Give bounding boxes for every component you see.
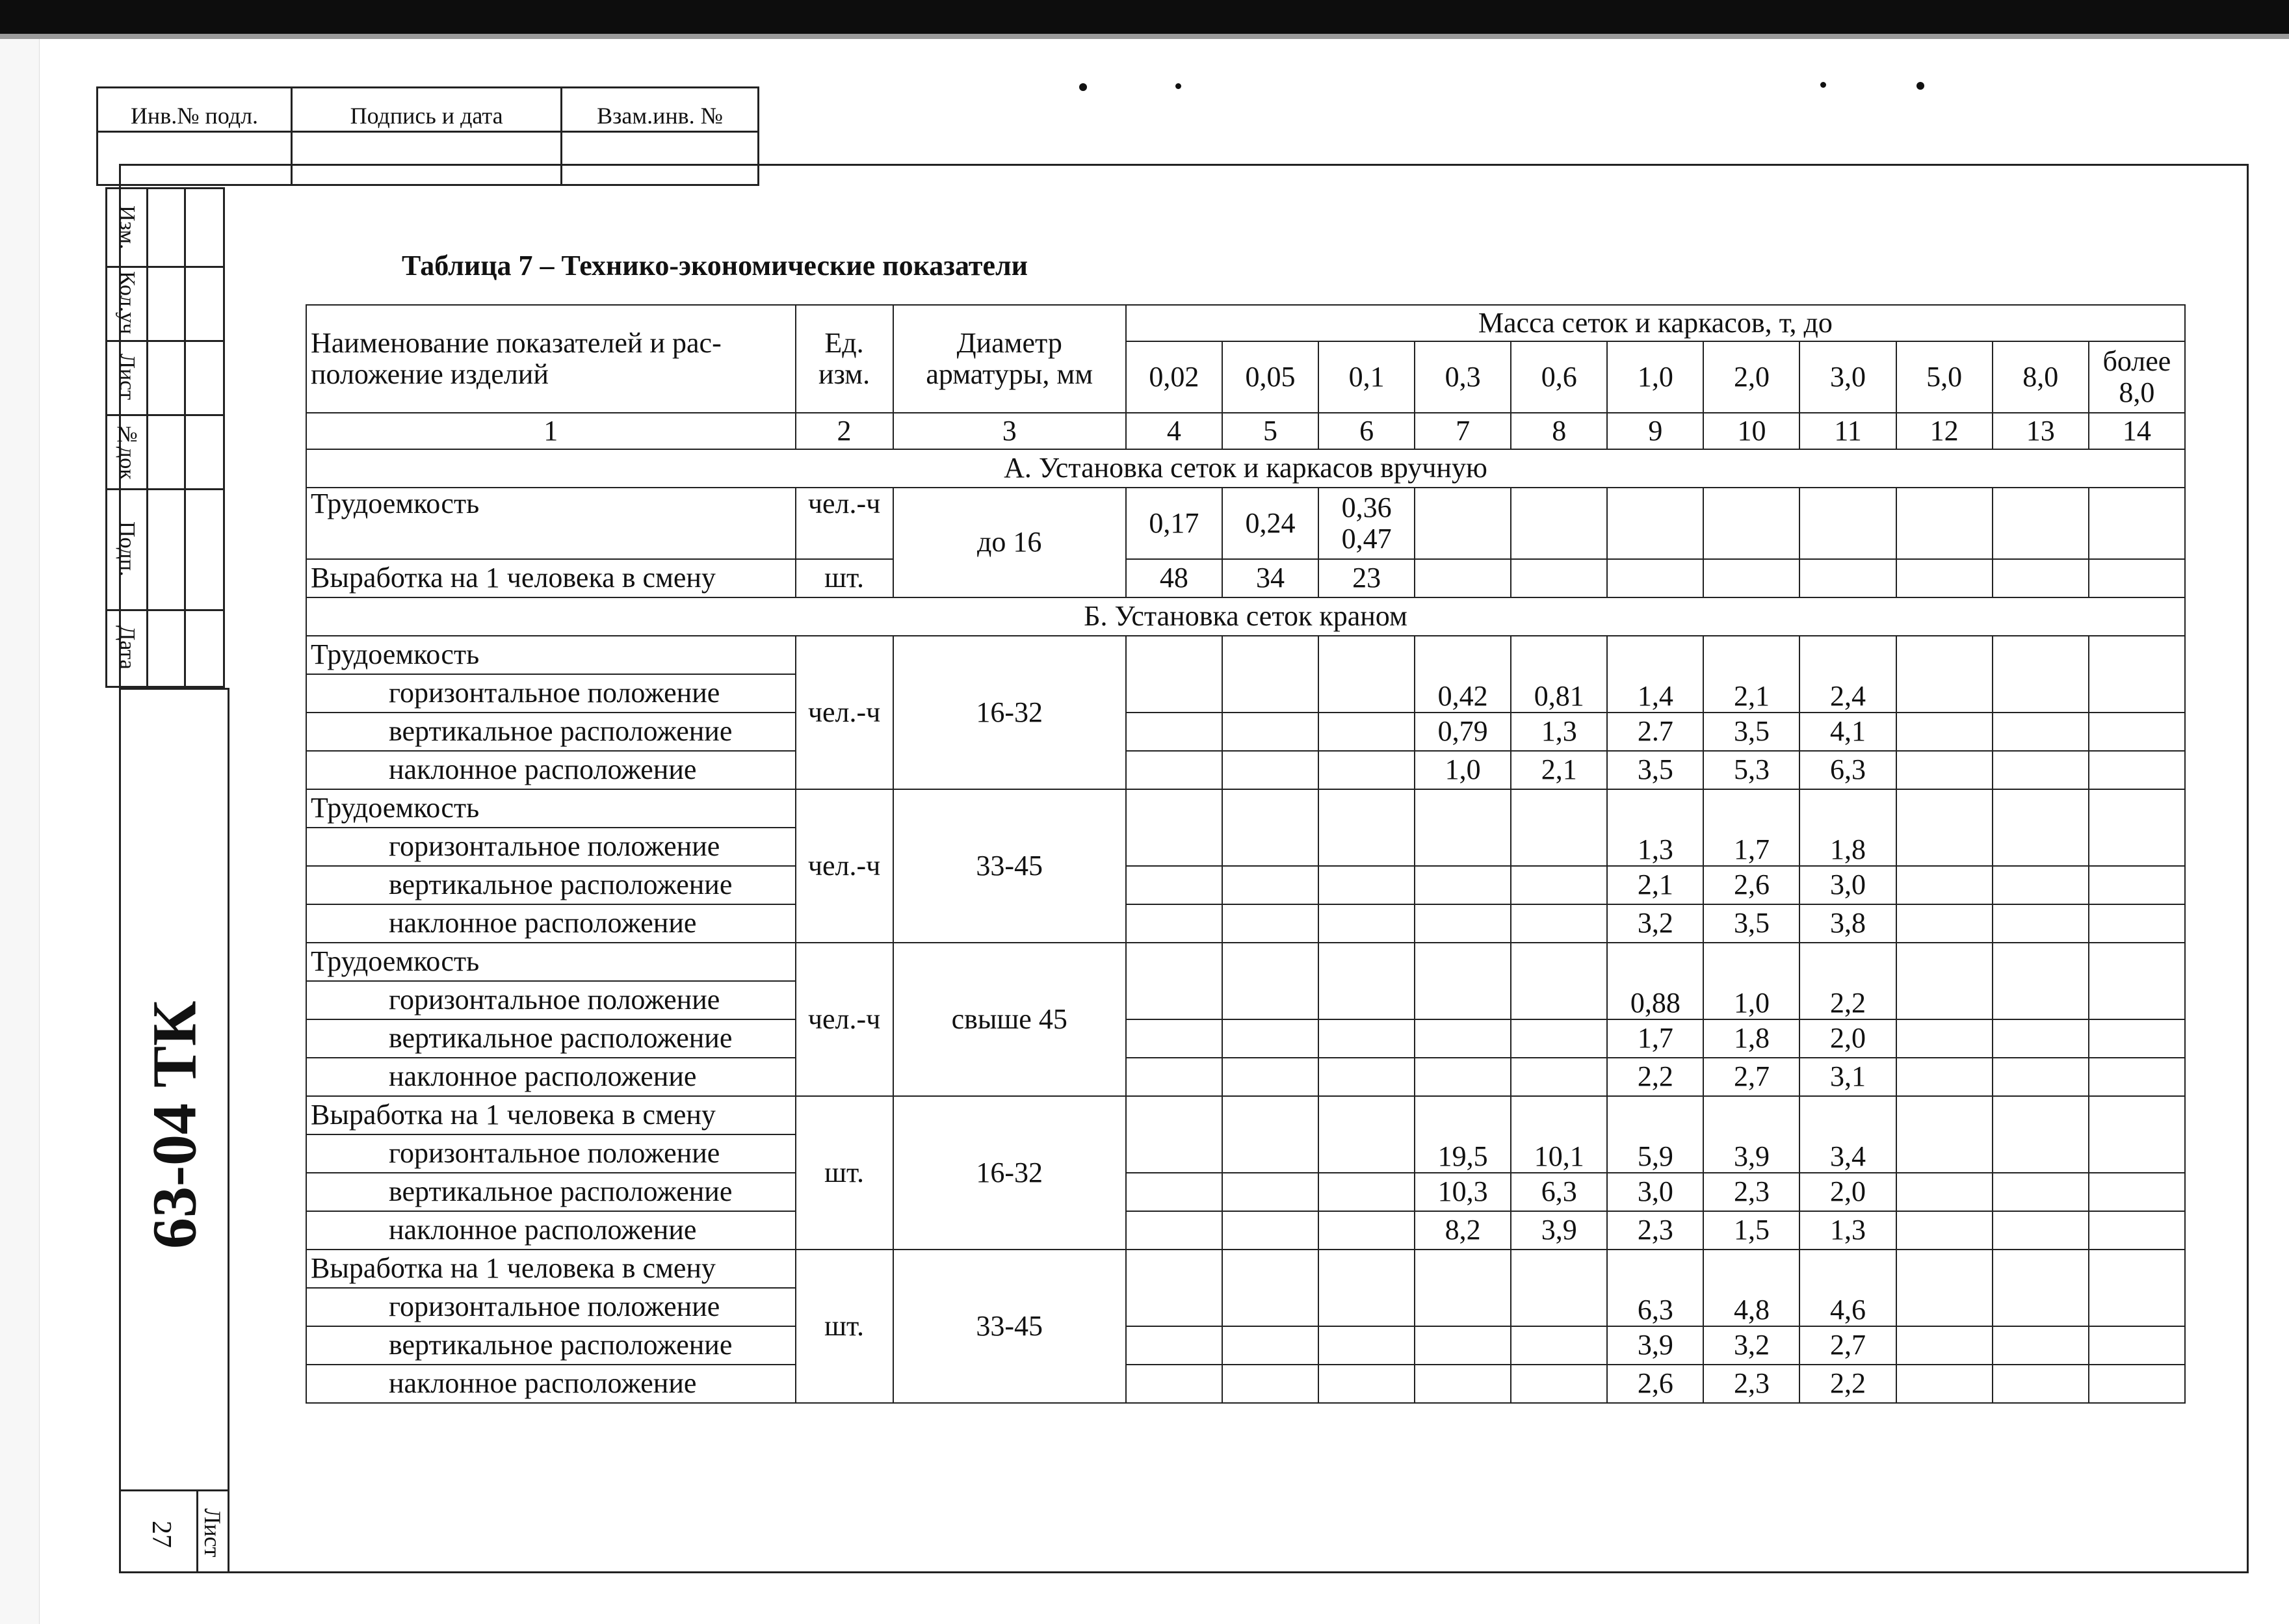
value-cell	[1415, 1019, 1511, 1058]
header-col-number: 9	[1607, 413, 1703, 449]
value-cell	[2089, 789, 2185, 866]
value-cell	[1126, 636, 1222, 713]
section-a-title: А. Установка сеток и каркасов вручную	[306, 449, 2185, 488]
value-cell: 23	[1318, 559, 1415, 597]
value-cell	[1318, 1211, 1415, 1250]
value-cell	[1896, 1365, 1993, 1403]
value-cell: 1,3	[1511, 713, 1607, 751]
table-row	[306, 1211, 2185, 1250]
value-cell: 1,3	[1799, 1211, 1896, 1250]
group-unit: чел.-ч	[796, 943, 893, 1096]
row-name: вертикальное расположение	[306, 713, 796, 751]
value-cell	[1126, 1058, 1222, 1096]
group-heading-row	[306, 1096, 2185, 1134]
value-cell: 2,1	[1703, 636, 1799, 713]
value-cell	[1799, 488, 1896, 559]
table-row	[306, 1058, 2185, 1096]
value-cell: 2,0	[1799, 1019, 1896, 1058]
stamp-inv-podl: Инв.№ подл.	[98, 88, 292, 132]
row-name: наклонное расположение	[306, 751, 796, 789]
value-cell	[1415, 559, 1511, 597]
header-col-number: 7	[1415, 413, 1511, 449]
value-cell: 3,5	[1703, 904, 1799, 943]
value-cell: 2,2	[1607, 1058, 1703, 1096]
value-cell	[1222, 1365, 1318, 1403]
value-cell	[1896, 559, 1993, 597]
value-cell	[1993, 866, 2089, 904]
group-heading: Выработка на 1 человека в смену	[306, 1250, 796, 1288]
value-cell	[1126, 1173, 1222, 1211]
value-cell	[1993, 1019, 2089, 1058]
stamp-vzam-inv: Взам.инв. №	[562, 88, 759, 132]
value-cell	[1222, 1211, 1318, 1250]
table-row	[306, 1365, 2185, 1403]
value-cell	[1896, 636, 1993, 713]
value-cell	[1126, 1250, 1222, 1326]
stamp-vzam-inv-value	[562, 132, 759, 185]
value-cell	[2089, 1058, 2185, 1096]
value-cell	[2089, 904, 2185, 943]
value-cell	[1126, 1326, 1222, 1365]
value-cell: 2,3	[1703, 1365, 1799, 1403]
value-cell: 0,88	[1607, 943, 1703, 1019]
section-row	[306, 449, 2185, 488]
value-cell: 2,0	[1799, 1173, 1896, 1211]
header-mass-col: 0,6	[1511, 341, 1607, 413]
value-cell: 2,7	[1799, 1326, 1896, 1365]
value-cell: 1,0	[1415, 751, 1511, 789]
value-cell: 3,9	[1511, 1211, 1607, 1250]
value-cell: 2,6	[1607, 1365, 1703, 1403]
value-cell	[1511, 866, 1607, 904]
value-cell	[1126, 943, 1222, 1019]
stamp-top	[96, 86, 759, 186]
value-cell	[1896, 1019, 1993, 1058]
header-col-number: 6	[1318, 413, 1415, 449]
row-unit: чел.-ч	[796, 488, 893, 559]
value-cell	[1511, 488, 1607, 559]
value-cell	[1511, 1250, 1607, 1326]
table-title: Таблица 7 – Технико-экономические показатели	[402, 250, 1028, 282]
value-cell: 1,7	[1607, 1019, 1703, 1058]
value-cell	[1126, 1096, 1222, 1173]
value-cell	[1511, 1326, 1607, 1365]
row-name: вертикальное расположение	[306, 1019, 796, 1058]
value-cell: 2,1	[1511, 751, 1607, 789]
value-cell	[2089, 636, 2185, 713]
row-name: вертикальное расположение	[306, 1326, 796, 1365]
group-heading-row	[306, 1250, 2185, 1288]
value-cell: 0,17	[1126, 488, 1222, 559]
value-cell	[1318, 789, 1415, 866]
value-cell	[1222, 789, 1318, 866]
value-cell	[1896, 488, 1993, 559]
header-col-number: 12	[1896, 413, 1993, 449]
value-cell: 1,4	[1607, 636, 1703, 713]
value-cell	[1126, 1019, 1222, 1058]
value-cell: 1,7	[1703, 789, 1799, 866]
value-cell	[2089, 1250, 2185, 1326]
row-name: наклонное расположение	[306, 904, 796, 943]
group-unit: чел.-ч	[796, 636, 893, 789]
value-cell: 2,6	[1703, 866, 1799, 904]
stamp-inv-podl-value	[98, 132, 292, 185]
scan-top-shadow	[0, 34, 2289, 39]
value-cell	[1511, 943, 1607, 1019]
row-name: вертикальное расположение	[306, 866, 796, 904]
value-cell	[1993, 1058, 2089, 1096]
value-cell	[2089, 1173, 2185, 1211]
value-cell: 2,4	[1799, 636, 1896, 713]
group-unit: шт.	[796, 1250, 893, 1403]
value-cell: 2,7	[1703, 1058, 1799, 1096]
value-cell: 0,24	[1222, 488, 1318, 559]
header-mass-group: Масса сеток и каркасов, т, до	[1126, 305, 2185, 341]
value-cell	[2089, 751, 2185, 789]
value-cell	[1318, 943, 1415, 1019]
value-cell	[2089, 866, 2185, 904]
value-cell: 3,1	[1799, 1058, 1896, 1096]
row-name: горизонтальное положение	[306, 981, 796, 1019]
value-cell	[1318, 1250, 1415, 1326]
header-col-number: 13	[1993, 413, 2089, 449]
group-diameter: 33-45	[893, 1250, 1126, 1403]
value-cell	[1993, 636, 2089, 713]
value-cell: 3,2	[1607, 904, 1703, 943]
side-label-list: Лист	[115, 354, 139, 400]
value-cell	[1126, 904, 1222, 943]
value-cell	[1993, 488, 2089, 559]
value-cell	[1318, 904, 1415, 943]
value-cell	[1607, 559, 1703, 597]
value-cell	[1896, 713, 1993, 751]
header-col-number: 14	[2089, 413, 2185, 449]
value-cell	[2089, 1096, 2185, 1173]
row-unit: шт.	[796, 559, 893, 597]
value-cell: 3,2	[1703, 1326, 1799, 1365]
row-name: горизонтальное положение	[306, 1134, 796, 1173]
revision-sidebar	[105, 187, 225, 688]
punch-hole-dot	[1820, 82, 1826, 88]
value-cell	[1222, 1250, 1318, 1326]
value-cell: 6,3	[1607, 1250, 1703, 1326]
side-label-ndok: №док	[115, 423, 139, 480]
header-mass-col: 8,0	[1993, 341, 2089, 413]
value-cell	[1896, 789, 1993, 866]
value-cell	[1993, 1211, 2089, 1250]
value-cell: 2,3	[1607, 1211, 1703, 1250]
value-cell	[2089, 488, 2185, 559]
punch-hole-dot	[1916, 82, 1924, 90]
sheet-number: 27	[146, 1521, 176, 1548]
value-cell: 3,0	[1607, 1173, 1703, 1211]
value-cell	[1222, 636, 1318, 713]
value-cell	[1318, 866, 1415, 904]
value-cell	[1318, 1365, 1415, 1403]
value-cell	[1126, 1211, 1222, 1250]
value-cell	[1222, 943, 1318, 1019]
value-cell	[2089, 1019, 2185, 1058]
value-cell: 4,6	[1799, 1250, 1896, 1326]
header-col-number: 2	[796, 413, 893, 449]
value-cell: 3,4	[1799, 1096, 1896, 1173]
punch-hole-dot	[1175, 83, 1181, 89]
value-cell	[2089, 713, 2185, 751]
stamp-podpis-data: Подпись и дата	[292, 88, 562, 132]
scan-left-margin	[0, 39, 40, 1624]
value-cell	[1896, 1058, 1993, 1096]
value-cell	[1318, 636, 1415, 713]
value-cell	[1222, 1019, 1318, 1058]
value-cell: 6,3	[1511, 1173, 1607, 1211]
value-cell: 6,3	[1799, 751, 1896, 789]
row-name: горизонтальное положение	[306, 1288, 796, 1326]
value-cell	[1703, 488, 1799, 559]
header-col-number: 3	[893, 413, 1126, 449]
value-cell	[1415, 904, 1511, 943]
side-label-kol-uch: Кол.уч	[115, 271, 139, 335]
header-mass-col: 0,02	[1126, 341, 1222, 413]
document-number: 63-04 ТК	[139, 1001, 209, 1249]
value-cell: 48	[1126, 559, 1222, 597]
value-cell	[1415, 1250, 1511, 1326]
value-cell	[1993, 1250, 2089, 1326]
value-cell	[1318, 1326, 1415, 1365]
value-cell	[1896, 866, 1993, 904]
value-cell: 2,3	[1703, 1173, 1799, 1211]
value-cell	[1993, 1096, 2089, 1173]
group-diameter: свыше 45	[893, 943, 1126, 1096]
value-cell: 3,8	[1799, 904, 1896, 943]
value-cell	[1993, 559, 2089, 597]
row-name: Трудоемкость	[306, 488, 796, 559]
group-diameter: 16-32	[893, 1096, 1126, 1250]
value-cell	[1222, 1096, 1318, 1173]
value-cell	[1222, 1058, 1318, 1096]
value-cell	[1415, 1326, 1511, 1365]
group-unit: шт.	[796, 1096, 893, 1250]
header-col-number: 5	[1222, 413, 1318, 449]
value-cell	[1318, 1058, 1415, 1096]
group-heading: Выработка на 1 человека в смену	[306, 1096, 796, 1134]
value-cell	[1318, 751, 1415, 789]
table-row	[306, 1173, 2185, 1211]
value-cell: 1,8	[1703, 1019, 1799, 1058]
value-cell	[1799, 559, 1896, 597]
value-cell: 1,0	[1703, 943, 1799, 1019]
row-name: наклонное расположение	[306, 1211, 796, 1250]
value-cell	[1222, 1173, 1318, 1211]
value-cell	[2089, 1211, 2185, 1250]
side-label-izm: Изм.	[115, 205, 139, 250]
group-heading: Трудоемкость	[306, 636, 796, 674]
value-cell	[1415, 943, 1511, 1019]
value-cell: 2,1	[1607, 866, 1703, 904]
section-b-title: Б. Установка сеток краном	[306, 597, 2185, 636]
header-unit: Ед. изм.	[796, 305, 893, 413]
value-cell: 0,79	[1415, 713, 1511, 751]
value-cell: 19,5	[1415, 1096, 1511, 1173]
value-cell	[1993, 1326, 2089, 1365]
table-row	[306, 904, 2185, 943]
group-heading: Трудоемкость	[306, 943, 796, 981]
value-cell	[1511, 789, 1607, 866]
value-cell	[1126, 866, 1222, 904]
value-cell	[1896, 904, 1993, 943]
value-cell: 3,9	[1703, 1096, 1799, 1173]
value-cell	[1703, 559, 1799, 597]
value-cell: 0,36 0,47	[1318, 488, 1415, 559]
value-cell	[1318, 1173, 1415, 1211]
value-cell	[1415, 789, 1511, 866]
header-name: Наименование показателей и рас- положение изделий	[306, 305, 796, 413]
value-cell: 3,5	[1703, 713, 1799, 751]
header-col-number: 4	[1126, 413, 1222, 449]
value-cell	[1222, 866, 1318, 904]
stamp-podpis-data-value	[292, 132, 562, 185]
value-cell: 10,1	[1511, 1096, 1607, 1173]
value-cell: 2,2	[1799, 1365, 1896, 1403]
value-cell: 4,1	[1799, 713, 1896, 751]
table-row	[306, 713, 2185, 751]
value-cell	[1896, 943, 1993, 1019]
value-cell: 3,5	[1607, 751, 1703, 789]
header-col-number: 10	[1703, 413, 1799, 449]
section-row	[306, 597, 2185, 636]
value-cell	[1222, 904, 1318, 943]
row-name: вертикальное расположение	[306, 1173, 796, 1211]
row-name: Выработка на 1 человека в смену	[306, 559, 796, 597]
value-cell	[2089, 1365, 2185, 1403]
header-col-number: 11	[1799, 413, 1896, 449]
value-cell	[2089, 1326, 2185, 1365]
header-mass-col: 2,0	[1703, 341, 1799, 413]
value-cell	[1415, 866, 1511, 904]
header-mass-col: 1,0	[1607, 341, 1703, 413]
value-cell: 2,2	[1799, 943, 1896, 1019]
table-row	[306, 751, 2185, 789]
row-name: горизонтальное положение	[306, 828, 796, 866]
value-cell: 3,0	[1799, 866, 1896, 904]
value-cell	[1896, 1173, 1993, 1211]
value-cell	[1415, 1365, 1511, 1403]
value-cell	[1318, 1019, 1415, 1058]
group-diameter: 33-45	[893, 789, 1126, 943]
header-diameter: Диаметр арматуры, мм	[893, 305, 1126, 413]
value-cell	[1896, 1096, 1993, 1173]
value-cell	[1415, 1058, 1511, 1096]
value-cell	[1993, 789, 2089, 866]
group-diameter: 16-32	[893, 636, 1126, 789]
group-heading-row	[306, 789, 2185, 828]
value-cell	[1511, 1058, 1607, 1096]
group-heading: Трудоемкость	[306, 789, 796, 828]
value-cell	[1222, 713, 1318, 751]
table-row	[306, 1019, 2185, 1058]
side-label-data: Дата	[115, 625, 139, 670]
value-cell	[1222, 751, 1318, 789]
sheet-label: Лист	[200, 1508, 226, 1558]
row-name: горизонтальное положение	[306, 674, 796, 713]
header-mass-col: 0,3	[1415, 341, 1511, 413]
value-cell: 1,5	[1703, 1211, 1799, 1250]
value-cell: 0,42	[1415, 636, 1511, 713]
value-cell: 0,81	[1511, 636, 1607, 713]
value-cell	[1896, 1250, 1993, 1326]
value-cell	[1511, 1019, 1607, 1058]
side-label-podp: Подп.	[115, 521, 139, 577]
value-cell	[2089, 943, 2185, 1019]
header-col-number: 8	[1511, 413, 1607, 449]
value-cell	[1126, 751, 1222, 789]
value-cell	[1415, 488, 1511, 559]
header-mass-col: 0,1	[1318, 341, 1415, 413]
value-cell	[1511, 1365, 1607, 1403]
value-cell: 2.7	[1607, 713, 1703, 751]
header-mass-col: 0,05	[1222, 341, 1318, 413]
value-cell	[1896, 751, 1993, 789]
row-name: наклонное расположение	[306, 1365, 796, 1403]
value-cell	[1993, 751, 2089, 789]
value-cell: 1,8	[1799, 789, 1896, 866]
value-cell	[1993, 904, 2089, 943]
value-cell	[2089, 559, 2185, 597]
row-diameter: до 16	[893, 488, 1126, 597]
value-cell	[1993, 713, 2089, 751]
group-heading-row	[306, 636, 2185, 674]
value-cell	[1993, 943, 2089, 1019]
value-cell: 10,3	[1415, 1173, 1511, 1211]
value-cell	[1318, 1096, 1415, 1173]
value-cell	[1126, 789, 1222, 866]
header-col-number: 1	[306, 413, 796, 449]
value-cell	[1126, 1365, 1222, 1403]
value-cell	[1607, 488, 1703, 559]
value-cell	[1993, 1365, 2089, 1403]
value-cell	[1896, 1326, 1993, 1365]
value-cell: 5,3	[1703, 751, 1799, 789]
row-name: наклонное расположение	[306, 1058, 796, 1096]
group-unit: чел.-ч	[796, 789, 893, 943]
punch-hole-dot	[1079, 83, 1087, 91]
value-cell	[1993, 1173, 2089, 1211]
value-cell: 5,9	[1607, 1096, 1703, 1173]
value-cell	[1896, 1211, 1993, 1250]
header-mass-col: более 8,0	[2089, 341, 2185, 413]
value-cell	[1222, 1326, 1318, 1365]
value-cell	[1511, 559, 1607, 597]
value-cell: 1,3	[1607, 789, 1703, 866]
table-row	[306, 559, 2185, 597]
header-mass-col: 3,0	[1799, 341, 1896, 413]
value-cell: 4,8	[1703, 1250, 1799, 1326]
table-row	[306, 1326, 2185, 1365]
table-row	[306, 866, 2185, 904]
value-cell: 8,2	[1415, 1211, 1511, 1250]
value-cell: 34	[1222, 559, 1318, 597]
value-cell	[1511, 904, 1607, 943]
header-mass-col: 5,0	[1896, 341, 1993, 413]
value-cell: 3,9	[1607, 1326, 1703, 1365]
scan-top-border	[0, 0, 2289, 34]
table-row	[306, 488, 2185, 559]
value-cell	[1126, 713, 1222, 751]
indicators-table	[306, 304, 2186, 1404]
value-cell	[1318, 713, 1415, 751]
group-heading-row	[306, 943, 2185, 981]
